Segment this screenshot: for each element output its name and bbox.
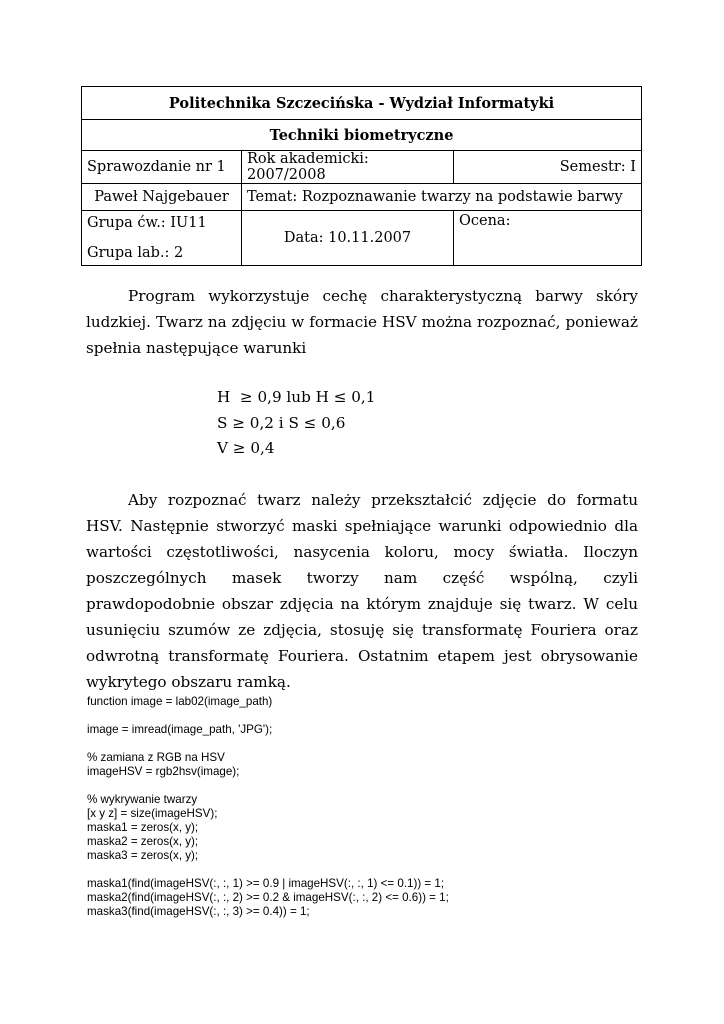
university-title: Politechnika Szczecińska - Wydział Informatyki: [82, 87, 642, 120]
method-paragraph: [86, 487, 638, 695]
method-paragraph-text: Aby rozpoznać twarz należy przekształcić zdjęcie do formatu HSV. Następnie stworzyć maski spełniające warunki odpowiednio dla wartości częstotliwości, nasycenia koloru, mocy światła. Iloczyn poszczególnych masek tworzy nam część wspólną, czyli prawdopodobnie obszar zdjęcia na którym znajduje się twarz. W celu usunięciu szumów ze zdjęcia, stosuję się transformatę Fouriera oraz odwrotną transformatę Fouriera. Ostatnim etapem jest obrysowanie wykrytego obszaru ramką.: [86, 491, 638, 691]
intro-paragraph: [86, 283, 638, 361]
code-line: maska3 = zeros(x, y);: [87, 849, 199, 862]
code-line: [x y z] = size(imageHSV);: [87, 807, 218, 820]
code-line: maska1(find(imageHSV(:, :, 1) >= 0.9 | imageHSV(:, :, 1) <= 0.1)) = 1;: [87, 877, 445, 890]
code-line: maska3(find(imageHSV(:, :, 3) >= 0.4)) = 1;: [87, 905, 310, 918]
academic-year: Rok akademicki: 2007/2008: [242, 151, 454, 184]
code-line: maska2(find(imageHSV(:, :, 2) >= 0.2 & imageHSV(:, :, 2) <= 0.6)) = 1;: [87, 891, 449, 904]
code-listing: [87, 695, 647, 919]
code-comment: % zamiana z RGB na HSV: [87, 751, 225, 764]
grade-field: Ocena:: [454, 211, 642, 266]
intro-paragraph-text: Program wykorzystuje cechę charakterystyczną barwy skóry ludzkiej. Twarz na zdjęciu w formacie HSV można rozpoznać, ponieważ spełnia następujące warunki: [86, 287, 638, 357]
report-header-table: [81, 86, 642, 266]
report-topic: Temat: Rozpoznawanie twarzy na podstawie barwy: [242, 184, 642, 211]
course-title: Techniki biometryczne: [82, 120, 642, 151]
report-date: Data: 10.11.2007: [242, 211, 454, 266]
condition-hue: H ≥ 0,9 lub H ≤ 0,1: [217, 388, 376, 406]
code-line: function image = lab02(image_path): [87, 695, 273, 708]
code-line: imageHSV = rgb2hsv(image);: [87, 765, 240, 778]
hsv-conditions: [217, 385, 375, 462]
code-line: maska1 = zeros(x, y);: [87, 821, 199, 834]
exercise-group: Grupa ćw.: IU11: [87, 215, 207, 231]
condition-saturation: S ≥ 0,2 i S ≤ 0,6: [217, 413, 346, 432]
report-number: Sprawozdanie nr 1: [82, 151, 242, 184]
group-cell: [82, 211, 242, 266]
lab-group: Grupa lab.: 2: [87, 245, 184, 261]
semester: Semestr: I: [454, 151, 642, 184]
author-name: Paweł Najgebauer: [82, 184, 242, 211]
code-line: image = imread(image_path, 'JPG');: [87, 723, 273, 736]
code-line: maska2 = zeros(x, y);: [87, 835, 199, 848]
condition-value: V ≥ 0,4: [217, 439, 275, 457]
code-comment: % wykrywanie twarzy: [87, 793, 198, 806]
